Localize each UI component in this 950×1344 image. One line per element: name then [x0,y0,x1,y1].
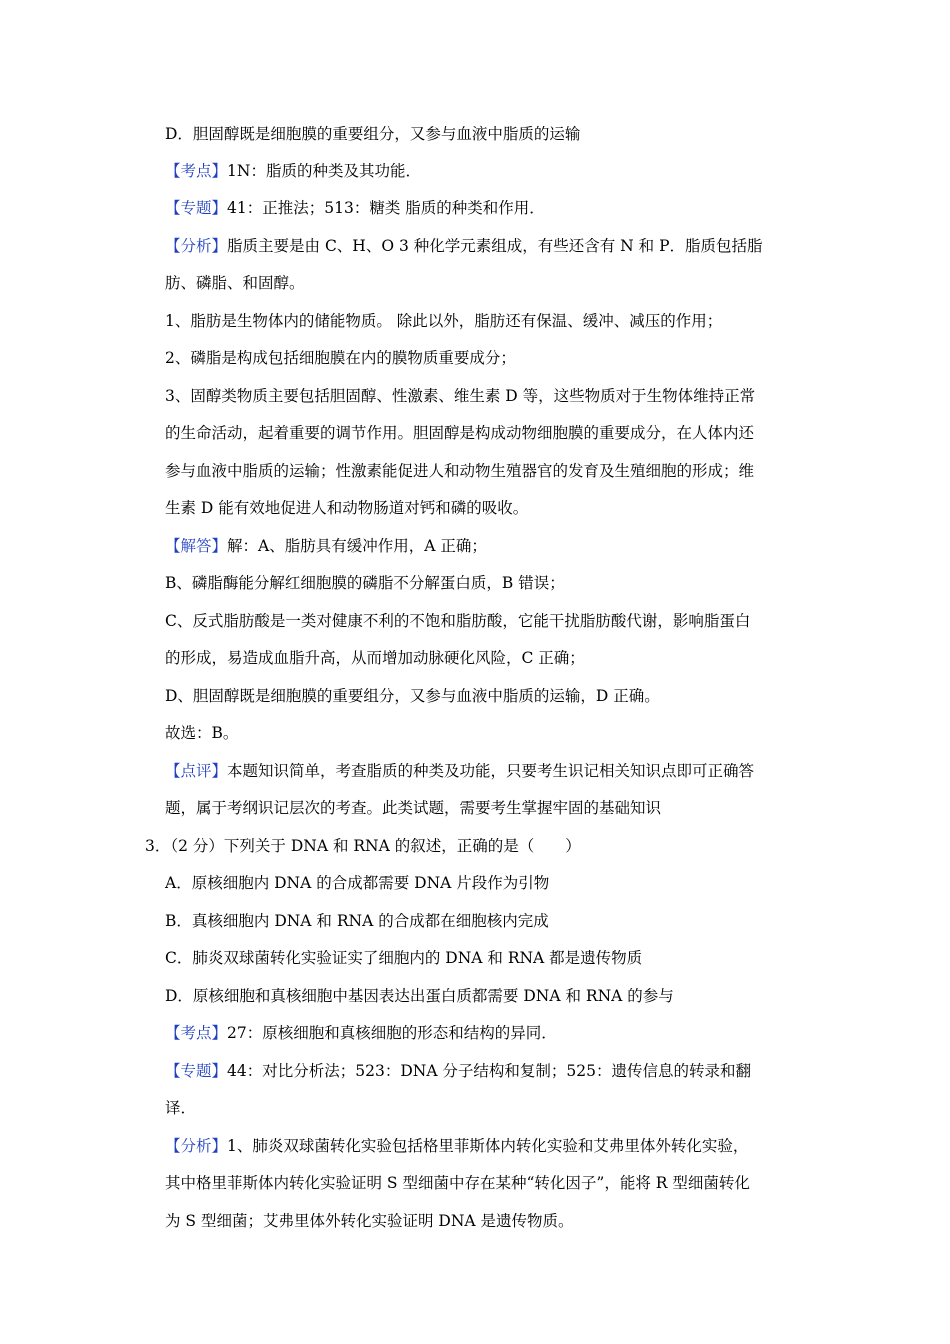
text-line: 其中格里菲斯体内转化实验证明 S 型细菌中存在某种“转化因子”，能将 R 型细菌转化 [165,1174,750,1192]
question-3: 3．（2 分）下列关于 DNA 和 RNA 的叙述，正确的是（ ） [145,837,581,855]
dianping-line: 【点评】本题知识简单，考查脂质的种类及功能，只要考生识记相关知识点即可正确答 [165,762,755,780]
option-c: C．肺炎双球菌转化实验证实了细胞内的 DNA 和 RNA 都是遗传物质 [165,949,643,967]
dianping-tag: 【点评】 [165,762,228,780]
kaodian-line-2: 【考点】27：原核细胞和真核细胞的形态和结构的异同． [165,1024,557,1042]
zhuanti-tag: 【专题】 [165,1062,228,1080]
text-line: 的生命活动，起着重要的调节作用。胆固醇是构成动物细胞膜的重要成分，在人体内还 [165,424,755,442]
option-a: A．原核细胞内 DNA 的合成都需要 DNA 片段作为引物 [165,874,550,892]
zhuanti-tag: 【专题】 [165,199,228,217]
option-d-prev: D．胆固醇既是细胞膜的重要组分，又参与血液中脂质的运输 [165,125,581,143]
text-line: 为 S 型细菌；艾弗里体外转化实验证明 DNA 是遗传物质。 [165,1212,574,1230]
fenxi-tag: 【分析】 [165,1137,228,1155]
text-line: 生素 D 能有效地促进人和动物肠道对钙和磷的吸收。 [165,499,529,517]
option-d: D．原核细胞和真核细胞中基因表达出蛋白质都需要 DNA 和 RNA 的参与 [165,987,674,1005]
text-line: 3、固醇类物质主要包括胆固醇、性激素、维生素 D 等，这些物质对于生物体维持正常 [165,387,756,405]
answer-line: 故选：B。 [165,724,239,742]
text-line: 题，属于考纲识记层次的考查。此类试题，需要考生掌握牢固的基础知识 [165,799,662,817]
kaodian-line: 【考点】1N：脂质的种类及其功能． [165,162,421,180]
option-b: B．真核细胞内 DNA 和 RNA 的合成都在细胞核内完成 [165,912,549,930]
text-line: 1、脂肪是生物体内的储能物质。 除此以外，脂肪还有保温、缓冲、减压的作用； [165,312,723,330]
zhuanti-line-2: 【专题】44：对比分析法；523：DNA 分子结构和复制；525：遗传信息的转录和翻 [165,1062,752,1080]
text-line: 译． [165,1099,197,1117]
jieda-line: 【解答】解：A、脂肪具有缓冲作用，A 正确； [165,537,487,555]
fenxi-line-2: 【分析】1、肺炎双球菌转化实验包括格里菲斯体内转化实验和艾弗里体外转化实验， [165,1137,749,1155]
zhuanti-line: 【专题】41：正推法；513：糖类 脂质的种类和作用． [165,199,545,217]
fenxi-tag: 【分析】 [165,237,228,255]
kaodian-tag: 【考点】 [165,162,228,180]
text-line: B、磷脂酶能分解红细胞膜的磷脂不分解蛋白质，B 错误； [165,574,565,592]
text-line: C、反式脂肪酸是一类对健康不利的不饱和脂肪酸，它能干扰脂肪酸代谢，影响脂蛋白 [165,612,751,630]
fenxi-line: 【分析】脂质主要是由 C、H、O 3 种化学元素组成，有些还含有 N 和 P．脂质包括脂 [165,237,763,255]
jieda-tag: 【解答】 [165,537,228,555]
text-line: 的形成，易造成血脂升高，从而增加动脉硬化风险，C 正确； [165,649,585,667]
text-line: 参与血液中脂质的运输；性激素能促进人和动物生殖器官的发育及生殖细胞的形成；维 [165,462,755,480]
text-line: 肪、磷脂、和固醇。 [165,274,305,292]
text-line: 2、磷脂是构成包括细胞膜在内的膜物质重要成分； [165,349,516,367]
text-line: D、胆固醇既是细胞膜的重要组分，又参与血液中脂质的运输，D 正确。 [165,687,660,705]
kaodian-tag: 【考点】 [165,1024,228,1042]
